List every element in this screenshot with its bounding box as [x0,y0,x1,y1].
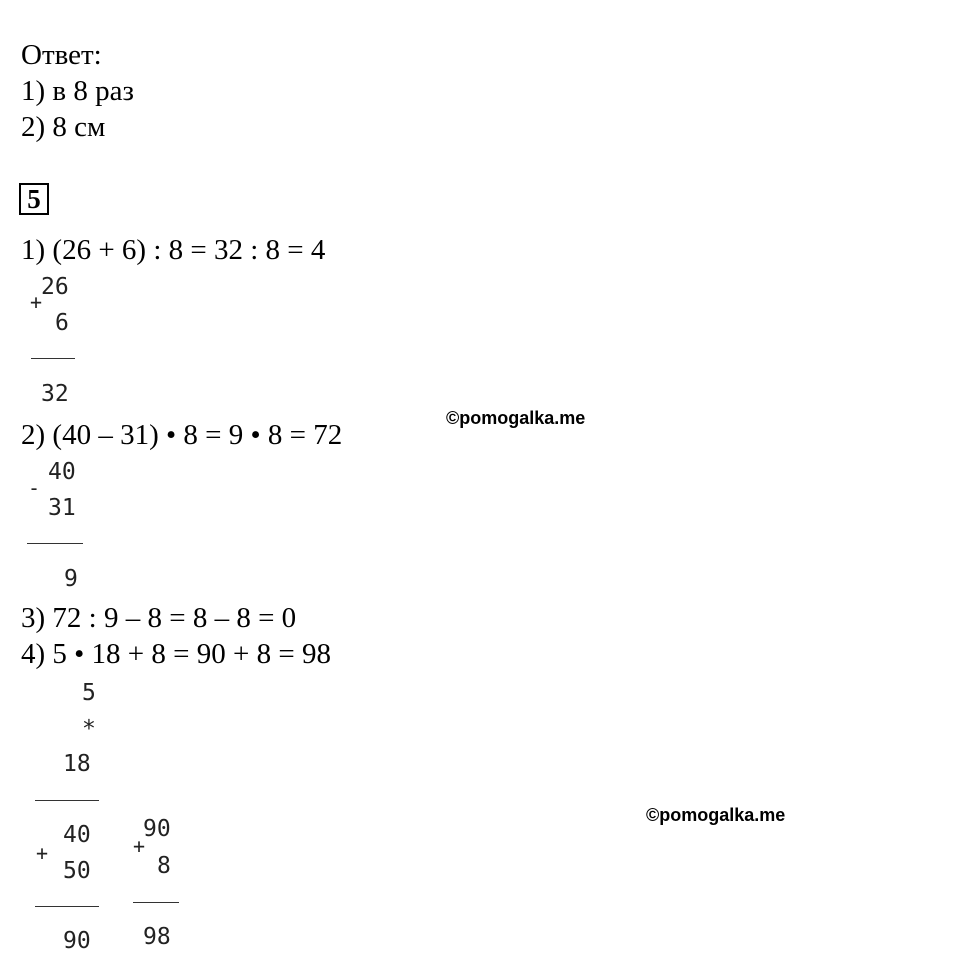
calc1-bottom: 6 [55,310,69,336]
answer-heading: Ответ: [21,39,102,71]
calc1-plus-sign: + [30,290,43,314]
calc1-rule [31,358,75,359]
calc2-bottom: 31 [48,495,76,521]
calc1-result: 32 [41,381,69,407]
calc4-plus-sign: + [36,841,49,865]
task-number-badge: 5 [19,183,49,215]
watermark-1: ©pomogalka.me [446,408,586,428]
calc5-top: 90 [143,816,171,842]
answer-item-2: 2) 8 см [21,111,106,143]
calc4-top: 40 [63,822,91,848]
calc3-bottom: 18 [63,751,91,777]
answer-item-1: 1) в 8 раз [21,75,134,107]
expression-4: 4) 5 • 18 + 8 = 90 + 8 = 98 [21,638,331,670]
expression-1: 1) (26 + 6) : 8 = 32 : 8 = 4 [21,234,326,266]
calc5-plus-sign: + [133,834,146,858]
calc2-rule [27,543,83,544]
calc3-top: 5 [82,680,96,706]
calc1-top: 26 [41,274,69,300]
calc2-top: 40 [48,459,76,485]
calc4-bottom: 50 [63,858,91,884]
calc3-rule [35,800,99,801]
calc5-rule [133,902,179,903]
calc5-result: 98 [143,924,171,950]
calc2-result: 9 [64,566,78,592]
expression-3: 3) 72 : 9 – 8 = 8 – 8 = 0 [21,602,297,634]
calc4-result: 90 [63,928,91,954]
calc5-bottom: 8 [157,853,171,879]
watermark-2: ©pomogalka.me [646,805,786,825]
calc2-minus-sign: - [28,476,41,500]
calc3-multiply-sign: * [82,716,96,742]
calc4-rule [35,906,99,907]
expression-2: 2) (40 – 31) • 8 = 9 • 8 = 72 [21,419,343,451]
